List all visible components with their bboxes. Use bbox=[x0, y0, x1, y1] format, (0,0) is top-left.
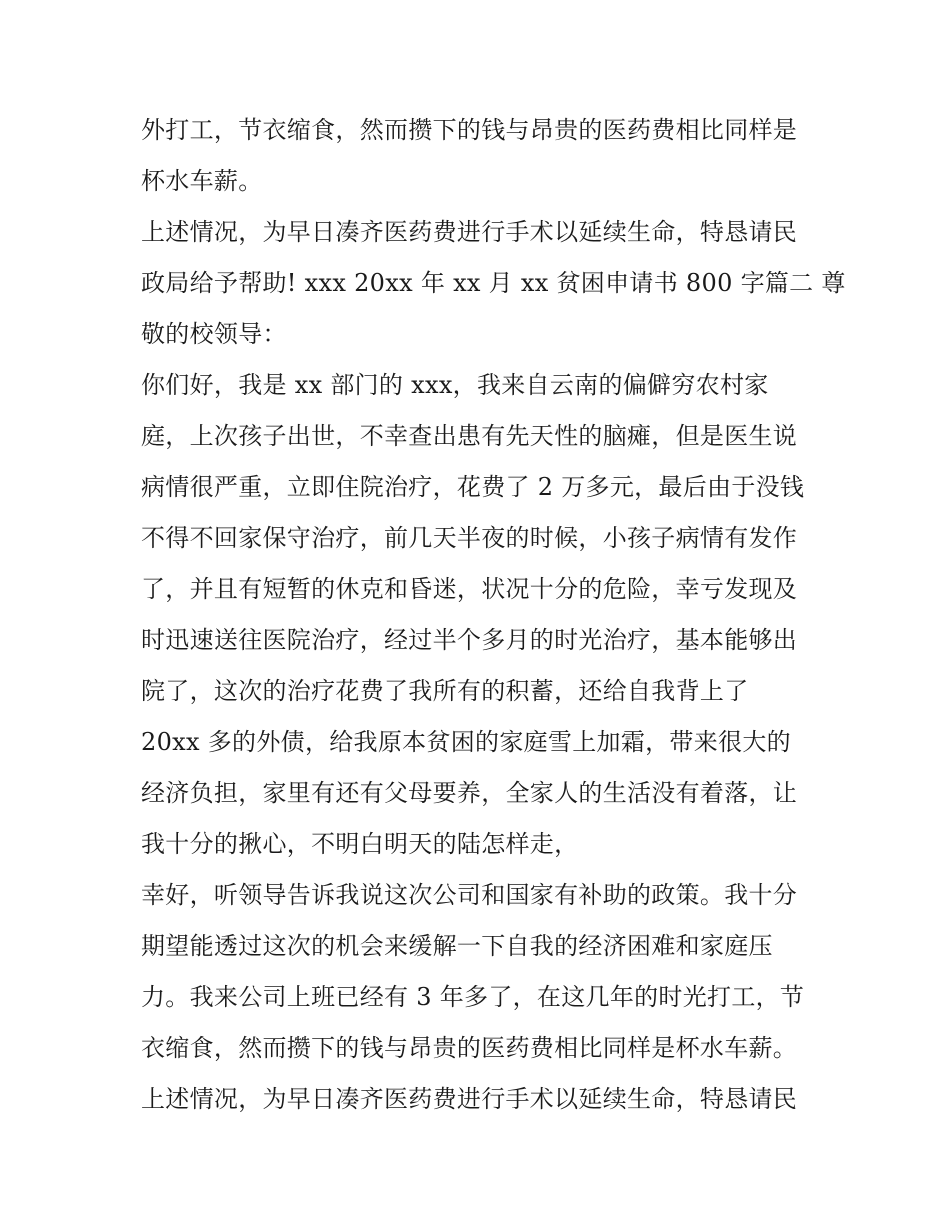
text-line: 时迅速送往医院治疗，经过半个多月的时光治疗，基本能够出 bbox=[141, 626, 798, 654]
text-line: 院了，这次的治疗花费了我所有的积蓄，还给自我背上了 bbox=[141, 677, 749, 705]
text-line: 杯水车薪。 bbox=[141, 167, 263, 195]
text-line: 衣缩食，然而攒下的钱与昂贵的医药费相比同样是杯水车薪。 bbox=[141, 1034, 798, 1062]
text-line: 了，并且有短暂的休克和昏迷，状况十分的危险，幸亏发现及 bbox=[141, 575, 798, 603]
text-line: 上述情况，为早日凑齐医药费进行手术以延续生命，特恳请民 bbox=[141, 1085, 798, 1113]
text-line: 经济负担，家里有还有父母要养，全家人的生活没有着落，让 bbox=[141, 779, 798, 807]
text-line: 力。我来公司上班已经有 3 年多了，在这几年的时光打工，节 bbox=[141, 983, 805, 1011]
text-line: 幸好，听领导告诉我说这次公司和国家有补助的政策。我十分 bbox=[141, 881, 798, 909]
text-line: 庭，上次孩子出世，不幸查出患有先天性的脑瘫，但是医生说 bbox=[141, 422, 798, 450]
text-line: 敬的校领导： bbox=[141, 320, 287, 348]
text-line: 外打工，节衣缩食，然而攒下的钱与昂贵的医药费相比同样是 bbox=[141, 116, 798, 144]
text-line: 我十分的揪心，不明白明天的陆怎样走， bbox=[141, 830, 579, 858]
text-line: 20xx 多的外债，给我原本贫困的家庭雪上加霜，带来很大的 bbox=[141, 728, 791, 756]
text-line: 你们好，我是 xx 部门的 xxx，我来自云南的偏僻穷农村家 bbox=[141, 371, 769, 399]
text-line: 上述情况，为早日凑齐医药费进行手术以延续生命，特恳请民 bbox=[141, 218, 798, 246]
text-line: 病情很严重，立即住院治疗，花费了 2 万多元，最后由于没钱 bbox=[141, 473, 805, 501]
text-line: 不得不回家保守治疗，前几天半夜的时候，小孩子病情有发作 bbox=[141, 524, 798, 552]
text-line: 期望能透过这次的机会来缓解一下自我的经济困难和家庭压 bbox=[141, 932, 773, 960]
text-line: 政局给予帮助! xxx 20xx 年 xx 月 xx 贫困申请书 800 字篇二 尊 bbox=[141, 269, 846, 297]
